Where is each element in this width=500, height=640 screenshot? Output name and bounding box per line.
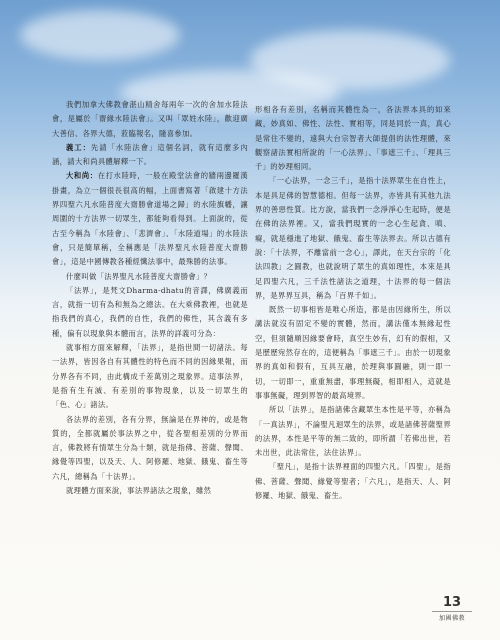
- paragraph: 「一心法界，一念三千」，是指十法界眾生在自性上，本是具足佛的智慧德相。但每一法界，亦皆具有其他九法界的善惡性質。比方說，當我們一念淨淨心生起時，便是在佛的法界裡。又，當我們現實的一念心生起貪、嗔、癡，就是穩進了地獄、餓鬼、畜生等法界去。所以古德有說：「十法界，不離當前一念心」，譯此，在天台宗的「化法四教」之圓教，也就說明了眾生的真如理性，本來是具足四聖六凡，三千法性諸法之道理，十法界的每一個法界，是界界互具，稱為「百界千如」。: [255, 176, 451, 300]
- paragraph: 我們加拿大佛教會湛山精舍每兩年一次的舍加水陸法會，是屬於「齋緣水陸法會」。又叫「眾姓水陸」，歡迎廣大善信、各界大德，蒞臨報名，隨喜參加。: [52, 100, 248, 138]
- publication-name: 加國佛教: [438, 615, 465, 622]
- paragraph: 形相各有差別，名稱而其體性為一，各法界本具的如來藏，妙真如、佛性、法性、實相等，同是同於一真，真心是常住不變的，遠與大台宗智者大師提倡的法性理體，來觀察諸法實相所說的「一心法界」、「事遮三千」、「理具三千」的妙理相同。: [255, 105, 451, 172]
- divider: [432, 611, 472, 612]
- paragraph: 所以「法界」，是指諸佛含藏眾生本性是平等，亦稱為「一真法界」，不論聖凡迴眾生的法界，或是諸佛菩薩聖界的法界，本性是平等的無二致的，即所謂「若佛出世，若未出世，此法常住，法住法界」。: [255, 405, 451, 458]
- paragraph: 就理體方面來說，事法界諸法之現象，雖然: [66, 486, 212, 496]
- paragraph: 就事相方面來解釋，「法界」，是指世間一切諸法。每一法界，皆因各自有其體性的特色而不同的因緣果報，而分界各有不同，由此構成千差萬別之現象界。這事法界，是指有生有滅、有差別的事物現象，以及一切眾生的「色、心」諸法。: [52, 343, 248, 410]
- paragraph: 什麼叫做「法界聖凡水陸普度大齋勝會」？: [66, 271, 212, 281]
- right-column: [255, 103, 451, 503]
- page-number: 13: [442, 595, 462, 610]
- paragraph: 義工：先請「水陸法會」這個名詞，就有這麼多內涵，請大和尚具體解釋一下。: [52, 142, 248, 167]
- paragraph: 「聖凡」，是指十法界裡面的四聖六凡。「四聖」，是指佛、菩薩、聲聞、緣覺等聖者；「六凡」，是指天、人、阿修羅、地獄、餓鬼、畜生。: [255, 462, 451, 501]
- speaker-label: 義工：: [66, 142, 91, 152]
- page-footer: [426, 595, 478, 622]
- sky-cloud: [20, 10, 180, 60]
- paragraph: 既然一切事相皆是唯心所造，都是由因緣所生，所以講法就沒有固定不變的實體，然而，講法僅本無緣起性空，但須隨順因緣要會時，真空生妙有，幻有的假相，又是歷歷宛然存在的，這便稱為「事遮三千」。由於一切現象界的真如和假有，互具互融，於理與事圓融，則一即一切，一切即一，重重無盡，事理無礙，相即相入，這就是事事無礙，理到界智的最高境界。: [255, 305, 451, 400]
- paragraph: 大和尚：在打水陸時，一般在殿堂法會的牆兩邊羅漢掛畫，為立一個很長很高的幅，上面書寫著「啟建十方法界四聖六凡水陸普度大齋勝會道場之歸」的水陸旗幡，讓周圍的十方法界一切眾生，都能夠看得到。上面說的，從古至今稱為「水陸會」、「悲濟會」、「水陸道場」的水陸法會，只是簡單稱，全稱應是「法界聖凡水陸普度大齋勝會」，這是中國傳教各種經懺法事中，最殊勝的法事。: [52, 171, 248, 267]
- paragraph: 各法界的差別，各有分界，無論是在界神的，或是物質的，全都就屬於事法界之中，從各聖相差別的分界而言，佛教將有情眾生分為十類，就是指佛、菩薩、聲聞、緣覺等四聖，以及天、人、阿修羅、地獄、餓鬼、畜生等六凡，總稱為「十法界」。: [52, 414, 248, 481]
- left-column: [52, 98, 248, 498]
- speaker-label: 大和尚：: [66, 171, 98, 181]
- paragraph: 「法界」，是梵文Dharma-dhatu的音譯，佛廣義而言，就指一切有為和無為之總法。在大乘佛教裡，也就是指我們的真心，我們的自性，我們的佛性，其含義有多種，偏有以現象與本體而言，法界的詳義可分為：: [52, 285, 248, 338]
